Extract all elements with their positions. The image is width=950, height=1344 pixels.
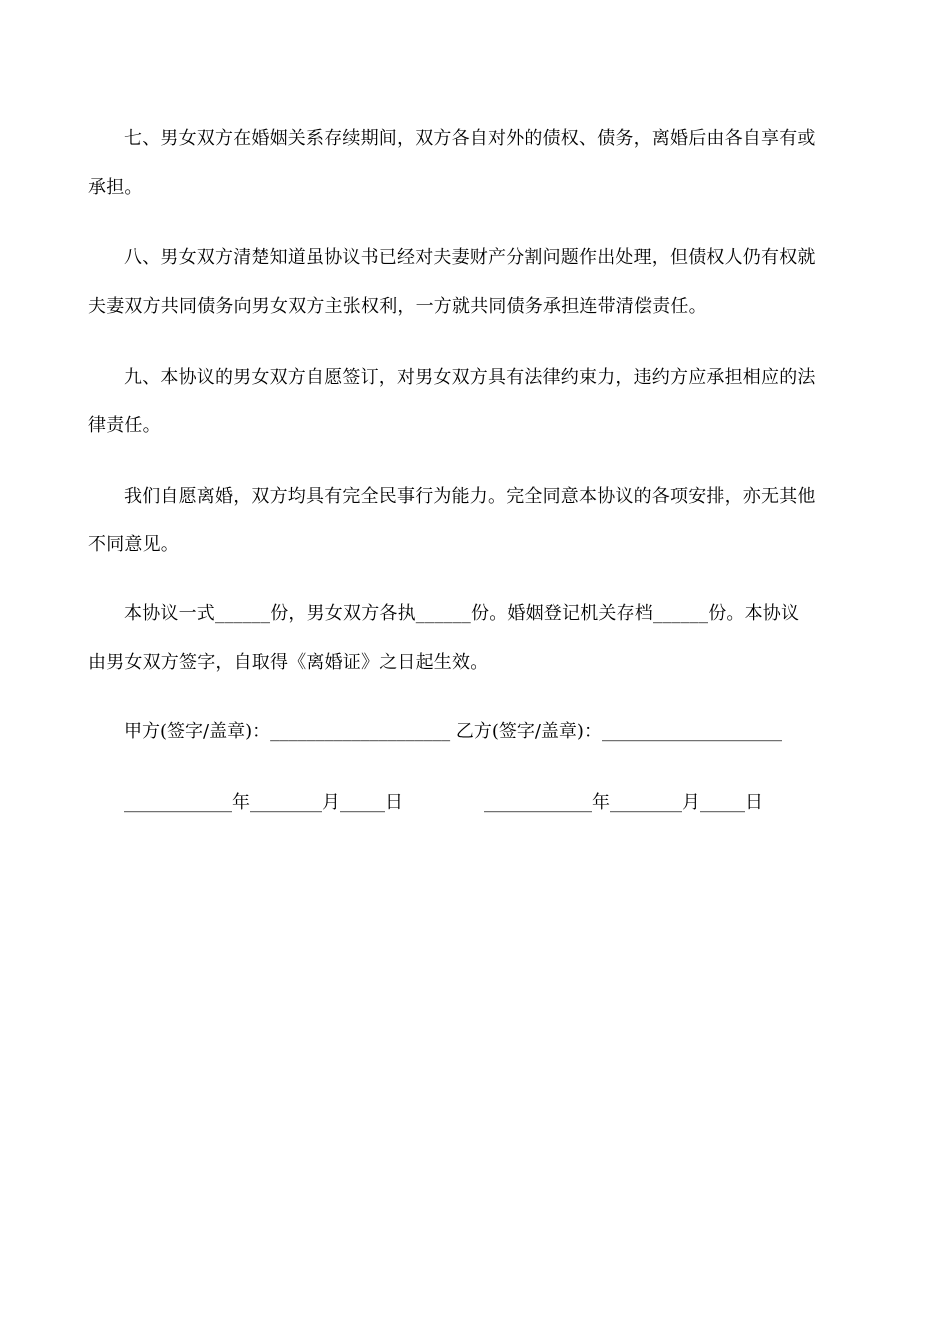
signature-row	[124, 720, 782, 744]
clause-7-line-1: 七、男女双方在婚姻关系存续期间，双方各自对外的债权、债务，离婚后由各自享有或	[124, 128, 816, 149]
copies-line-1: 本协议一式______份，男女双方各执______份。婚姻登记机关存档______份。本协议	[124, 603, 800, 624]
party-b-signature: 乙方(签字/盖章)：____________________	[455, 721, 782, 742]
statement-line-1: 我们自愿离婚，双方均具有完全民事行为能力。完全同意本协议的各项安排，亦无其他	[124, 486, 816, 507]
clause-7-line-2: 承担。	[88, 177, 143, 198]
party-b-date: ____________年________月_____日	[484, 792, 763, 813]
clause-8-line-2: 夫妻双方共同债务向男女双方主张权利，一方就共同债务承担连带清偿责任。	[88, 296, 707, 317]
statement-line-2: 不同意见。	[88, 534, 179, 555]
copies-line-2: 由男女双方签字，自取得《离婚证》之日起生效。	[88, 652, 489, 673]
party-a-signature: 甲方(签字/盖章)：____________________	[124, 721, 451, 742]
clause-9-line-2: 律责任。	[88, 415, 161, 436]
clause-9-line-1: 九、本协议的男女双方自愿签订，对男女双方具有法律约束力，违约方应承担相应的法	[124, 367, 816, 388]
party-a-date: ____________年________月_____日	[124, 792, 403, 813]
clause-8-line-1: 八、男女双方清楚知道虽协议书已经对夫妻财产分割问题作出处理，但债权人仍有权就	[124, 247, 816, 268]
